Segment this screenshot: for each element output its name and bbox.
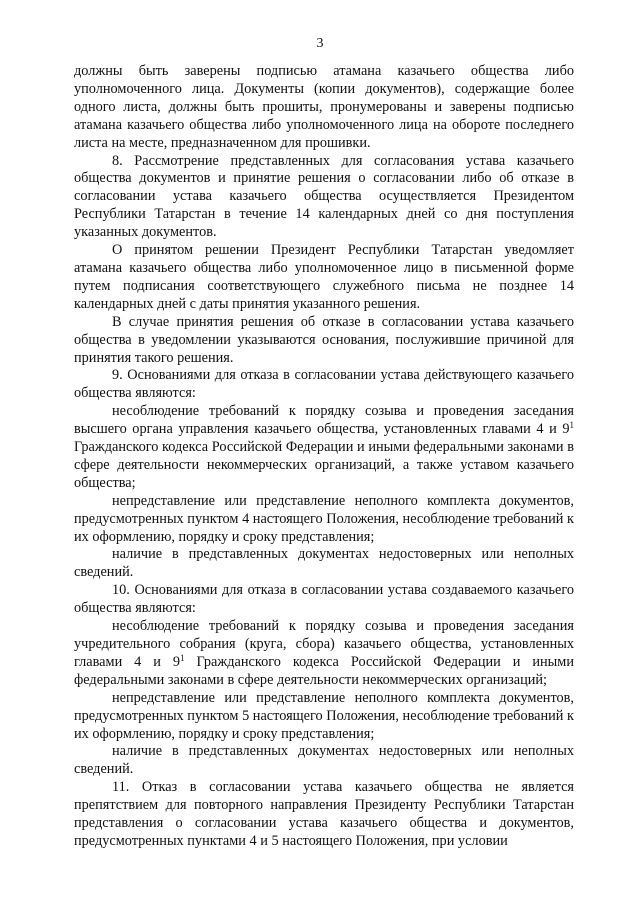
paragraph-clause-9-item-3: наличие в представленных документах недостоверных или неполных сведений. [74, 546, 574, 581]
page-number: 3 [316, 36, 324, 51]
paragraph-refusal-grounds-notice: В случае принятия решения об отказе в согласовании устава казачьего общества в уведомлении указываются основания, послужившие причиной для принятия такого решения. [74, 313, 574, 366]
paragraph-clause-8: 8. Рассмотрение представленных для согласования устава казачьего общества документов и принятие решения о согласовании либо об отказе в согласовании устава казачьего общества осуществляется Президентом Республики Татарстан в течение 14 календарных дней со дня поступления указанных документов. [74, 152, 574, 241]
text-fragment: Гражданского кодекса Российской Федерации и иными федеральными законами в сфере деятельности некоммерческих организаций, а также уставом казачьего общества; [74, 439, 574, 491]
document-body [74, 63, 574, 851]
paragraph-clause-9-item-2: непредставление или представление неполного комплекта документов, предусмотренных пунктом 4 настоящего Положения, несоблюдение требований к их оформлению, порядку и сроку представления; [74, 492, 574, 545]
superscript: 1 [180, 652, 185, 663]
text-fragment: несоблюдение требований к порядку созыва и проведения заседания учредительного собрания (круга, сбора) казачьего общества, установленных главами 4 и 9 [74, 618, 574, 670]
paragraph-continuation: должны быть заверены подписью атамана казачьего общества либо уполномоченного лица. Документы (копии документов), содержащие более одного листа, должны быть прошиты, пронумерованы и заверены подписью атамана казачьего общества либо уполномоченного лица на обороте последнего листа на месте, предназначенном для прошивки. [74, 63, 574, 151]
paragraph-clause-9-item-1 [74, 403, 574, 493]
paragraph-clause-10: 10. Основаниями для отказа в согласовании устава создаваемого казачьего общества являются: [74, 582, 574, 617]
paragraph-clause-11: 11. Отказ в согласовании устава казачьего общества не является препятствием для повторного направления Президенту Республики Татарстан представления о согласовании устава казачьего общества и документов, предусмотренных пунктами 4 и 5 настоящего Положения, при условии [74, 779, 574, 849]
paragraph-clause-10-item-2: непредставление или представление неполного комплекта документов, предусмотренных пунктом 5 настоящего Положения, несоблюдение требований к их оформлению, порядку и сроку представления; [74, 689, 574, 742]
paragraph-notification: О принятом решении Президент Республики Татарстан уведомляет атамана казачьего общества либо уполномоченное лицо в письменной форме путем подписания соответствующего служебного письма не позднее 14 календарных дней с даты принятия указанного решения. [74, 242, 574, 312]
paragraph-clause-10-item-3: наличие в представленных документах недостоверных или неполных сведений. [74, 743, 574, 778]
superscript: 1 [569, 420, 574, 431]
paragraph-clause-9: 9. Основаниями для отказа в согласовании устава действующего казачьего общества являются: [74, 367, 574, 402]
paragraph-clause-10-item-1 [74, 618, 574, 690]
text-fragment: несоблюдение требований к порядку созыва и проведения заседания высшего органа управления казачьего общества, установленных главами 4 и 9 [74, 403, 574, 438]
text-fragment: Гражданского кодекса Российской Федерации и иными федеральными законами в сфере деятельности некоммерческих организаций; [74, 653, 574, 688]
